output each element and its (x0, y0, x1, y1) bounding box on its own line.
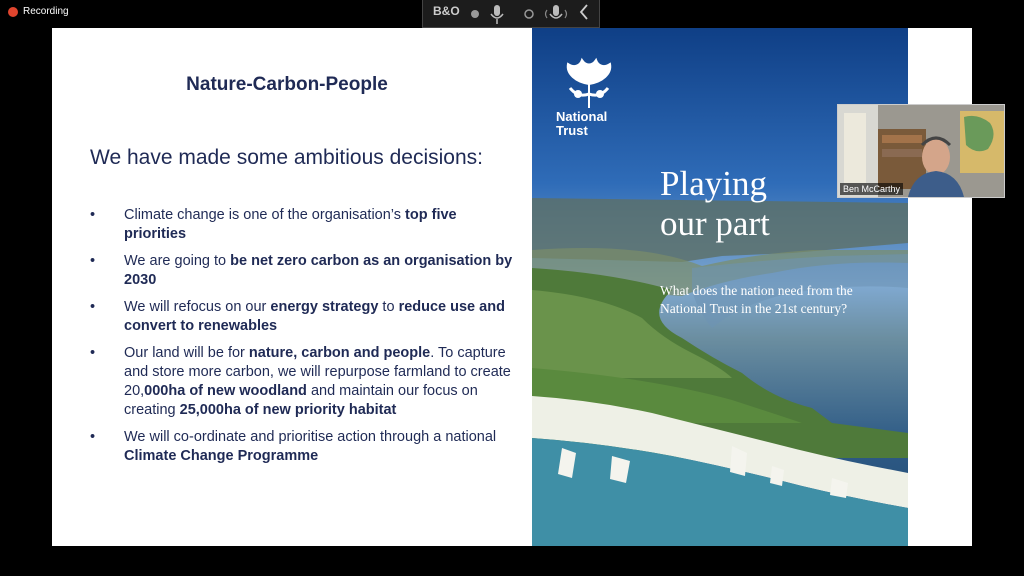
cover-question (660, 282, 900, 318)
bullet-text: We will refocus on our (124, 299, 271, 315)
cover-heading-line-2: our part (660, 204, 770, 243)
slide-title: Nature-Carbon-People (186, 74, 388, 95)
recording-dot-icon (8, 7, 18, 17)
participant-video-tile[interactable] (837, 104, 1005, 198)
bullet-bold-text: 000ha of new woodland (144, 383, 307, 399)
cover-heading (660, 164, 770, 244)
bullet-text: Our land will be for (124, 345, 249, 361)
bullet-item (88, 344, 518, 420)
oak-leaf-logo-icon (554, 54, 624, 112)
bullet-bold-text: 25,000ha of new priority habitat (179, 402, 397, 418)
bullet-item (88, 252, 518, 290)
bullet-text: . To capture and store more carbon, we will repurpose farmland to create 20, (124, 345, 511, 399)
national-trust-logo-text (556, 110, 607, 138)
meeting-bottom-bar (0, 546, 1024, 576)
bullet-text: We are going to (124, 253, 231, 269)
bullet-bold-text: nature, carbon and people (248, 345, 431, 361)
bullet-text: to (378, 299, 399, 315)
bullet-item (88, 428, 518, 466)
cover-question-line-2: National Trust in the 21st century? (660, 301, 848, 316)
bullet-bold-text: Climate Change Programme (124, 448, 319, 464)
record-toggle-icon[interactable] (467, 2, 483, 22)
bullet-text: Climate change is one of the organisation’s (124, 207, 406, 223)
bullet-text: We will co-ordinate and prioritise action through a national (124, 429, 497, 445)
bo-logo-icon[interactable] (433, 2, 460, 20)
bullet-item (88, 298, 518, 336)
slide-text-panel (52, 28, 532, 546)
audio-waves-mic-icon[interactable] (541, 2, 571, 26)
bullet-list (88, 206, 518, 474)
bullet-bold-text: energy strategy (270, 299, 379, 315)
recording-indicator[interactable] (8, 6, 69, 17)
bullet-text: and maintain our focus on creating (124, 383, 478, 418)
bullet-bold-text: reduce use and convert to renewables (124, 299, 505, 334)
logo-line-1: National (556, 109, 608, 124)
microphone-icon[interactable] (485, 2, 509, 26)
participant-name-label: Ben McCarthy (840, 183, 903, 195)
svg-text:B&O: B&O (433, 4, 460, 18)
bullet-bold-text: be net zero carbon as an organisation by 2030 (124, 253, 513, 288)
meeting-controls (422, 0, 600, 28)
bullet-item (88, 206, 518, 244)
recording-label: Recording (23, 6, 69, 17)
circle-icon[interactable] (521, 2, 537, 22)
cover-heading-line-1: Playing (660, 164, 767, 203)
bullet-bold-text: top five priorities (124, 207, 457, 242)
presentation-slide (52, 28, 972, 546)
meeting-top-bar (0, 0, 1024, 28)
logo-line-2: Trust (556, 123, 588, 138)
slide-subtitle: We have made some ambitious decisions: (90, 146, 483, 169)
cover-question-line-1: What does the nation need from the (660, 283, 853, 298)
chevron-left-icon[interactable] (577, 2, 591, 22)
